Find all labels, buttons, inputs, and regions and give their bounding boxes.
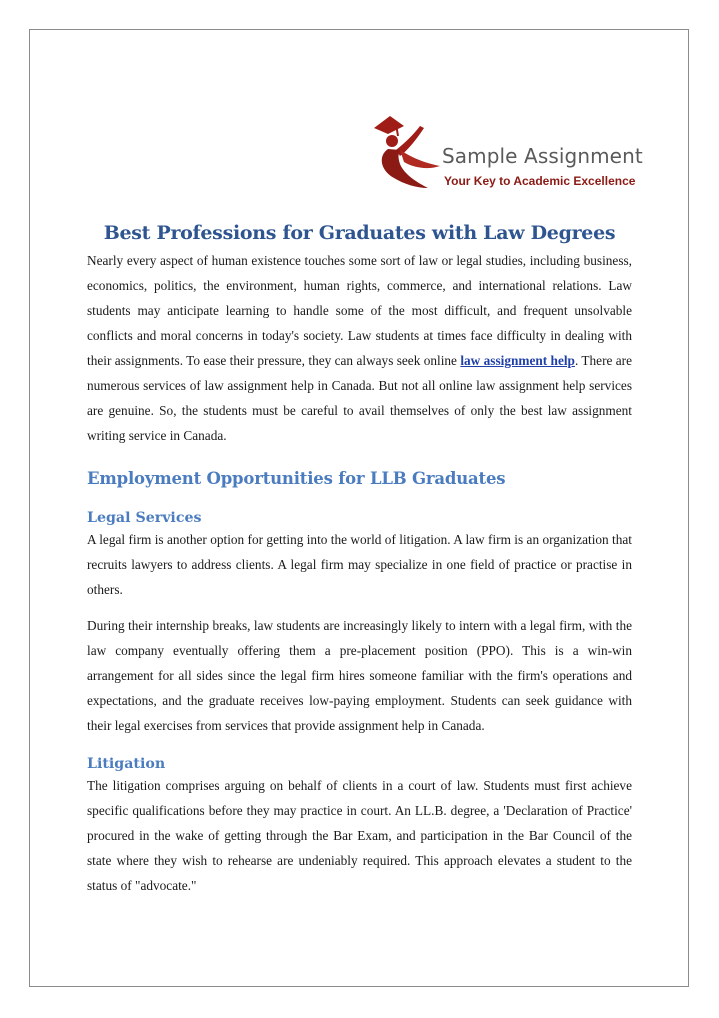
- intro-text-after: . There are numerous services of law assignment help in Canada. But not all online law assignment help services are genuine. So, the students must be careful to avail themselves of only the best law assignment writing service in Canada.: [87, 353, 633, 443]
- litigation-heading: Litigation: [87, 756, 166, 772]
- legal-services-paragraph-2: During their internship breaks, law students are increasingly likely to intern with a legal firm, with the law company eventually offering them a pre-placement position (PPO). This is a win-win arrangement for all sides since the legal firm hires someone familiar with the firm's operations and expectations, and the graduate receives low-paying employment. Students can seek guidance with their legal exercises from services that provide assignment help in Canada.: [87, 618, 632, 733]
- graduate-figure-icon: [370, 112, 448, 192]
- sample-assignment-logo: [370, 112, 643, 192]
- intro-paragraph: [87, 248, 632, 448]
- legal-services-heading: Legal Services: [87, 510, 202, 526]
- document-body: [87, 218, 632, 898]
- page-title: Best Professions for Graduates with Law Degrees: [103, 222, 616, 244]
- law-assignment-help-link[interactable]: law assignment help: [460, 353, 575, 368]
- litigation-paragraph-1: The litigation comprises arguing on behalf of clients in a court of law. Students must first achieve specific qualifications before they may practice in court. An LL.B. degree, a 'Declaration of Practice' procured in the wake of getting through the Bar Exam, and participation in the Bar Council of the state where they wish to rehearse are undeniably required. This approach elevates a student to the status of "advocate.": [87, 778, 632, 893]
- section-heading: Employment Opportunities for LLB Graduates: [87, 469, 506, 488]
- brand-tagline: Your Key to Academic Excellence: [444, 174, 636, 188]
- intro-text-before: Nearly every aspect of human existence touches some sort of law or legal studies, including business, economics, politics, the environment, human rights, commerce, and international relations. Law students may anticipate learning to handle some of the most difficult, and frequent unsolvable conflicts and moral concerns in today's society. Law students at times face difficulty in dealing with their assignments. To ease their pressure, they can always seek online: [87, 253, 632, 368]
- brand-name: Sample Assignment: [442, 144, 643, 168]
- legal-services-paragraph-1: A legal firm is another option for getting into the world of litigation. A law firm is an organization that recruits lawyers to address clients. A legal firm may specialize in one field of practice or practise in others.: [87, 532, 632, 597]
